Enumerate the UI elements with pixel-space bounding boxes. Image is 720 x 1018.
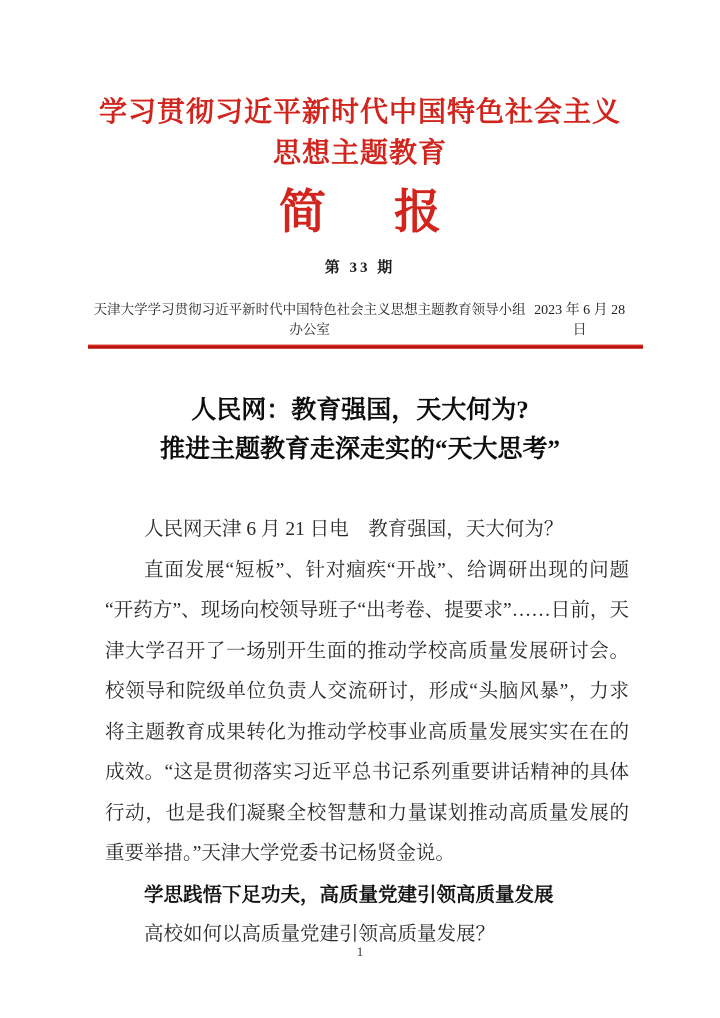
paragraph-closing: 高校如何以高质量党建引领高质量发展？ [144,924,496,945]
masthead-title [0,92,720,174]
publisher-row [90,298,630,339]
publisher-office: 天津大学学习贯彻习近平新时代中国特色社会主义思想主题教育领导小组办公室 [93,302,526,337]
paragraph-main: 直面发展“短板”、针对痼疾“开战”、给调研出现的问题“开药方”、现场向校领导班子“出考卷、提要求”……日前，天津大学召开了一场别开生面的推动学校高质量发展研讨会。校领导和院级单位负责人交流研讨，形成“头脑风暴”，力求将主题教育成果转化为推动学校事业高质量发展实实在在的成效。“这是贯彻落实习近平总书记系列重要讲话精神的具体行动，也是我们凝聚全校智慧和力量谋划推动高质量发展的重要举措。”天津大学党委书记杨贤金说。 [105,559,629,864]
masthead-title-line1: 学习贯彻习近平新时代中国特色社会主义 [98,97,621,128]
article [0,391,720,956]
page-number: 1 [356,944,364,959]
red-divider-rule [88,344,643,349]
article-title [0,391,720,469]
bulletin-banner [0,187,720,239]
article-body [105,510,629,956]
article-title-line1: 人民网：教育强国，天大何为? [191,397,529,424]
article-title-line2: 推进主题教育走深走实的“天大思考” [159,436,560,463]
banner-char-jian: 简 [279,187,326,239]
masthead [0,92,720,349]
paragraph-dateline: 人民网天津 6 月 21 日电 教育强国，天大何为？ [144,519,564,540]
masthead-title-line2: 思想主题教育 [272,138,447,169]
banner-char-bao: 报 [394,187,441,239]
section-subhead: 学思践悟下足功夫，高质量党建引领高质量发展 [144,883,554,906]
publish-date: 2023 年 6 月 28 日 [534,303,626,338]
issue-number: 第 33 期 [324,260,396,276]
